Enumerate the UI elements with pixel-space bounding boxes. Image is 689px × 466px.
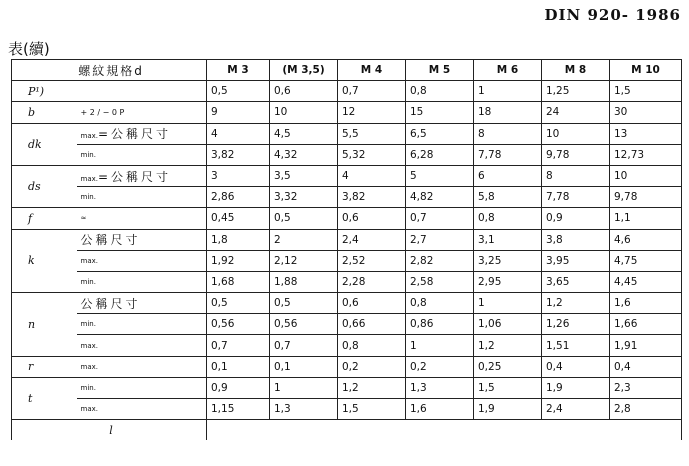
value-cell: 1,26	[542, 314, 610, 335]
value-cell: 2,7	[406, 229, 474, 250]
value-cell: 9	[207, 102, 270, 123]
header-size-cell: M 8	[542, 60, 610, 81]
value-cell: 1,1	[610, 208, 682, 229]
value-cell: 0,56	[207, 314, 270, 335]
symbol-b: b	[12, 102, 77, 123]
value-cell: 8	[542, 165, 610, 186]
value-cell: 1,5	[610, 81, 682, 102]
value-cell: 2,86	[207, 187, 270, 208]
value-cell: 2,82	[406, 250, 474, 271]
value-cell: 13	[610, 123, 682, 144]
nominal-label: 公稱尺寸	[77, 229, 207, 250]
table-row	[12, 60, 682, 81]
value-cell: 0,1	[270, 356, 338, 377]
max-label: max.	[77, 250, 207, 271]
max-label: max.	[77, 399, 207, 420]
value-cell: 0,86	[406, 314, 474, 335]
value-cell: 1,66	[610, 314, 682, 335]
header-size-cell: M 4	[338, 60, 406, 81]
table-row	[12, 123, 682, 144]
value-cell: 15	[406, 102, 474, 123]
symbol-k: k	[12, 229, 77, 293]
table-row	[12, 81, 682, 102]
table-row	[12, 271, 682, 292]
table-row	[12, 102, 682, 123]
table-row	[12, 293, 682, 314]
value-cell: 0,1	[207, 356, 270, 377]
table-caption: 表(續)	[8, 40, 50, 58]
value-cell: 0,5	[207, 293, 270, 314]
max-text: max.	[80, 132, 98, 141]
value-cell: 3	[207, 165, 270, 186]
value-cell: 0,9	[207, 377, 270, 398]
max-label	[77, 123, 207, 144]
value-cell: 1	[270, 377, 338, 398]
value-cell: 4,45	[610, 271, 682, 292]
value-cell: 9,78	[610, 187, 682, 208]
value-cell: 6	[474, 165, 542, 186]
value-cell: 3,1	[474, 229, 542, 250]
table-row	[12, 187, 682, 208]
value-cell: 18	[474, 102, 542, 123]
value-cell: 0,7	[207, 335, 270, 356]
max-text: max.	[80, 174, 98, 183]
value-cell: 12,73	[610, 144, 682, 165]
value-cell: 1,51	[542, 335, 610, 356]
max-label: max.	[77, 335, 207, 356]
symbol-n: n	[12, 293, 77, 357]
value-cell: 1,06	[474, 314, 542, 335]
value-cell: 0,25	[474, 356, 542, 377]
value-cell: 7,78	[542, 187, 610, 208]
value-cell: 10	[542, 123, 610, 144]
table-row	[12, 229, 682, 250]
value-cell: 10	[270, 102, 338, 123]
value-cell: 0,56	[270, 314, 338, 335]
value-cell: 0,5	[270, 208, 338, 229]
value-cell: 1,88	[270, 271, 338, 292]
value-cell: 0,2	[406, 356, 474, 377]
value-cell: 4,6	[610, 229, 682, 250]
value-cell: 2,58	[406, 271, 474, 292]
value-cell: 0,6	[338, 293, 406, 314]
table-row	[12, 208, 682, 229]
value-cell: 2	[270, 229, 338, 250]
value-cell: 5,32	[338, 144, 406, 165]
table-row	[12, 420, 682, 441]
value-cell: 3,5	[270, 165, 338, 186]
value-cell: 0,45	[207, 208, 270, 229]
value-cell: 1	[474, 293, 542, 314]
tolerance-label	[77, 102, 207, 123]
value-cell: 1,68	[207, 271, 270, 292]
table-row	[12, 377, 682, 398]
value-cell: 30	[610, 102, 682, 123]
header-size-cell: (M 3,5)	[270, 60, 338, 81]
table-row	[12, 165, 682, 186]
value-cell: 0,6	[338, 208, 406, 229]
value-cell: 1,92	[207, 250, 270, 271]
value-cell: 4,82	[406, 187, 474, 208]
value-cell: 9,78	[542, 144, 610, 165]
header-size-cell: M 3	[207, 60, 270, 81]
value-cell: 6,28	[406, 144, 474, 165]
dimension-table	[11, 59, 682, 440]
value-cell: 0,7	[270, 335, 338, 356]
value-cell: 0,9	[542, 208, 610, 229]
value-cell: 1,15	[207, 399, 270, 420]
min-label: min.	[77, 271, 207, 292]
value-cell: 10	[610, 165, 682, 186]
value-cell: 2,8	[610, 399, 682, 420]
value-cell: 2,4	[542, 399, 610, 420]
value-cell: 3,65	[542, 271, 610, 292]
min-label: min.	[77, 314, 207, 335]
max-label: max.	[77, 356, 207, 377]
value-cell: 1	[474, 81, 542, 102]
header-size-cell: M 10	[610, 60, 682, 81]
value-cell: 2,95	[474, 271, 542, 292]
min-label: min.	[77, 377, 207, 398]
value-cell: 2,52	[338, 250, 406, 271]
value-cell: 4	[338, 165, 406, 186]
table-row	[12, 314, 682, 335]
value-cell: 3,82	[338, 187, 406, 208]
symbol-f: f	[12, 208, 77, 229]
value-cell: 3,25	[474, 250, 542, 271]
table-row	[12, 250, 682, 271]
value-cell: 2,3	[610, 377, 682, 398]
value-cell: 3,82	[207, 144, 270, 165]
value-cell: 1,91	[610, 335, 682, 356]
value-cell: 1	[406, 335, 474, 356]
value-cell: 3,8	[542, 229, 610, 250]
min-label: min.	[77, 144, 207, 165]
value-cell: 4,32	[270, 144, 338, 165]
value-cell: 3,32	[270, 187, 338, 208]
value-cell: 0,6	[270, 81, 338, 102]
header-size-cell: M 6	[474, 60, 542, 81]
symbol-t: t	[12, 377, 77, 419]
value-cell: 4,75	[610, 250, 682, 271]
symbol-p: P¹)	[12, 81, 207, 102]
value-cell: 4,5	[270, 123, 338, 144]
symbol-r: r	[12, 356, 77, 377]
max-label	[77, 165, 207, 186]
value-cell: 5,8	[474, 187, 542, 208]
value-cell: 0,8	[338, 335, 406, 356]
value-cell: 2,4	[338, 229, 406, 250]
symbol-ds: ds	[12, 165, 77, 207]
value-cell: 1,6	[610, 293, 682, 314]
value-cell: 1,5	[474, 377, 542, 398]
table-row	[12, 356, 682, 377]
nominal-suffix: =公稱尺寸	[97, 127, 172, 142]
approx-label: ≈	[77, 208, 207, 229]
value-cell: 0,4	[542, 356, 610, 377]
value-cell: 12	[338, 102, 406, 123]
value-cell: 3,95	[542, 250, 610, 271]
value-cell: 0,8	[406, 293, 474, 314]
value-cell: 1,2	[542, 293, 610, 314]
value-cell: 5	[406, 165, 474, 186]
value-cell: 0,2	[338, 356, 406, 377]
length-cell	[207, 420, 682, 441]
value-cell: 0,8	[474, 208, 542, 229]
value-cell: 1,2	[338, 377, 406, 398]
value-cell: 0,66	[338, 314, 406, 335]
value-cell: 1,2	[474, 335, 542, 356]
standard-number: DIN 920- 1986	[544, 6, 681, 24]
value-cell: 0,7	[338, 81, 406, 102]
value-cell: 1,3	[406, 377, 474, 398]
value-cell: 0,4	[610, 356, 682, 377]
value-cell: 5,5	[338, 123, 406, 144]
symbol-l: l	[12, 420, 207, 441]
symbol-dk: dk	[12, 123, 77, 165]
value-cell: 0,8	[406, 81, 474, 102]
value-cell: 1,9	[474, 399, 542, 420]
value-cell: 0,5	[270, 293, 338, 314]
header-size-cell: M 5	[406, 60, 474, 81]
value-cell: 8	[474, 123, 542, 144]
value-cell: 1,9	[542, 377, 610, 398]
header-label: 螺紋規格d	[12, 60, 207, 81]
value-cell: 1,5	[338, 399, 406, 420]
nominal-label: 公稱尺寸	[77, 293, 207, 314]
value-cell: 2,12	[270, 250, 338, 271]
value-cell: 4	[207, 123, 270, 144]
value-cell: 0,7	[406, 208, 474, 229]
table-row	[12, 399, 682, 420]
nominal-suffix: =公稱尺寸	[97, 169, 172, 184]
value-cell: 2,28	[338, 271, 406, 292]
min-label: min.	[77, 187, 207, 208]
value-cell: 1,25	[542, 81, 610, 102]
value-cell: 6,5	[406, 123, 474, 144]
tolerance-text: + 2 / − 0 P	[80, 107, 125, 117]
value-cell: 1,3	[270, 399, 338, 420]
value-cell: 24	[542, 102, 610, 123]
table-row	[12, 144, 682, 165]
value-cell: 1,6	[406, 399, 474, 420]
value-cell: 0,5	[207, 81, 270, 102]
table-row	[12, 335, 682, 356]
value-cell: 7,78	[474, 144, 542, 165]
value-cell: 1,8	[207, 229, 270, 250]
